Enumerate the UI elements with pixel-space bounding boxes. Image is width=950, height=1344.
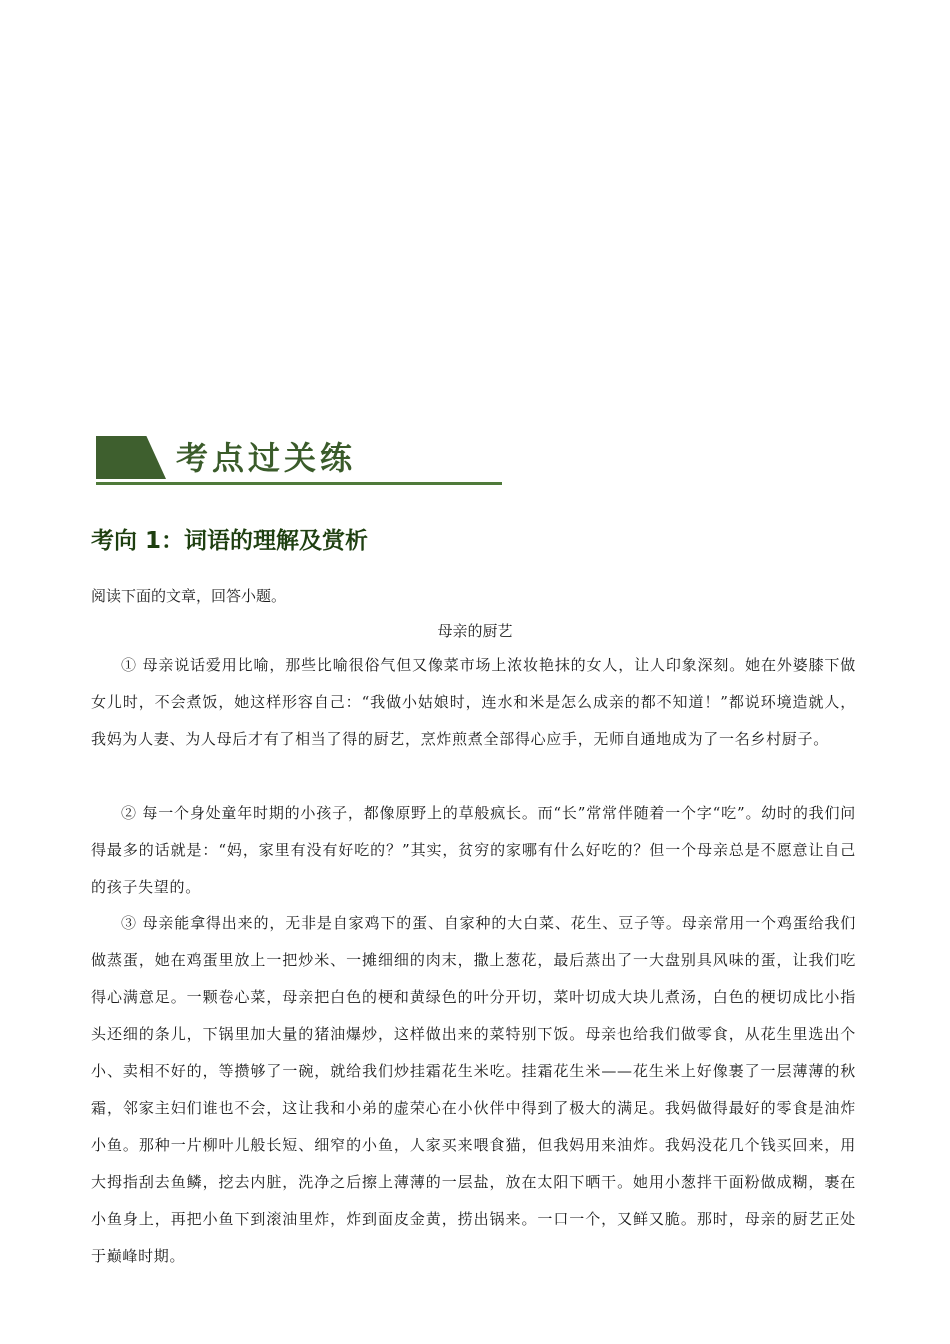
banner-title: 考点过关练 [176, 439, 357, 477]
section-heading: 考向 1：词语的理解及赏析 [91, 528, 369, 554]
article-paragraph-1: ① 母亲说话爱用比喻，那些比喻很俗气但又像菜市场上浓妆艳抹的女人，让人印象深刻。她在外婆膝下做女儿时，不会煮饭，她这样形容自己：“我做小姑娘时，连水和米是怎么成亲的都不知道！”都说环境造就人，我妈为人妻、为人母后才有了相当了得的厨艺，烹炸煎煮全部得心应手，无师自通地成为了一名乡村厨子。 [91, 656, 856, 748]
banner-underline [96, 482, 502, 485]
article-paragraph-3: ③ 母亲能拿得出来的，无非是自家鸡下的蛋、自家种的大白菜、花生、豆子等。母亲常用一个鸡蛋给我们做蒸蛋，她在鸡蛋里放上一把炒米、一摊细细的肉末，撒上葱花，最后蒸出了一大盘别具风味的蛋，让我们吃得心满意足。一颗卷心菜，母亲把白色的梗和黄绿色的叶分开切，菜叶切成大块儿煮汤，白色的梗切成比小指头还细的条儿，下锅里加大量的猪油爆炒，这样做出来的菜特别下饭。母亲也给我们做零食，从花生里选出个小、卖相不好的，等攒够了一碗，就给我们炒挂霜花生米吃。挂霜花生米——花生米上好像裹了一层薄薄的秋霜，邻家主妇们谁也不会，这让我和小弟的虚荣心在小伙伴中得到了极大的满足。我妈做得最好的零食是油炸小鱼。那种一片柳叶儿般长短、细窄的小鱼，人家买来喂食猫，但我妈用来油炸。我妈没花几个钱买回来，用大拇指刮去鱼鳞，挖去内脏，洗净之后擦上薄薄的一层盐，放在太阳下晒干。她用小葱拌干面粉做成糊，裹在小鱼身上，再把小鱼下到滚油里炸，炸到面皮金黄，捞出锅来。一口一个，又鲜又脆。那时，母亲的厨艺正处于巅峰时期。 [91, 914, 856, 1265]
section-banner [96, 436, 502, 488]
article-paragraph-2: ② 每一个身处童年时期的小孩子，都像原野上的草般疯长。而“长”常常伴随着一个字“吃”。幼时的我们问得最多的话就是：“妈，家里有没有好吃的？”其实，贫穷的家哪有什么好吃的？但一个母亲总是不愿意让自己的孩子失望的。 [91, 804, 856, 896]
banner-tab-shape [96, 436, 166, 479]
reading-instruction: 阅读下面的文章，回答小题。 [91, 587, 287, 605]
article-title: 母亲的厨艺 [437, 622, 513, 640]
